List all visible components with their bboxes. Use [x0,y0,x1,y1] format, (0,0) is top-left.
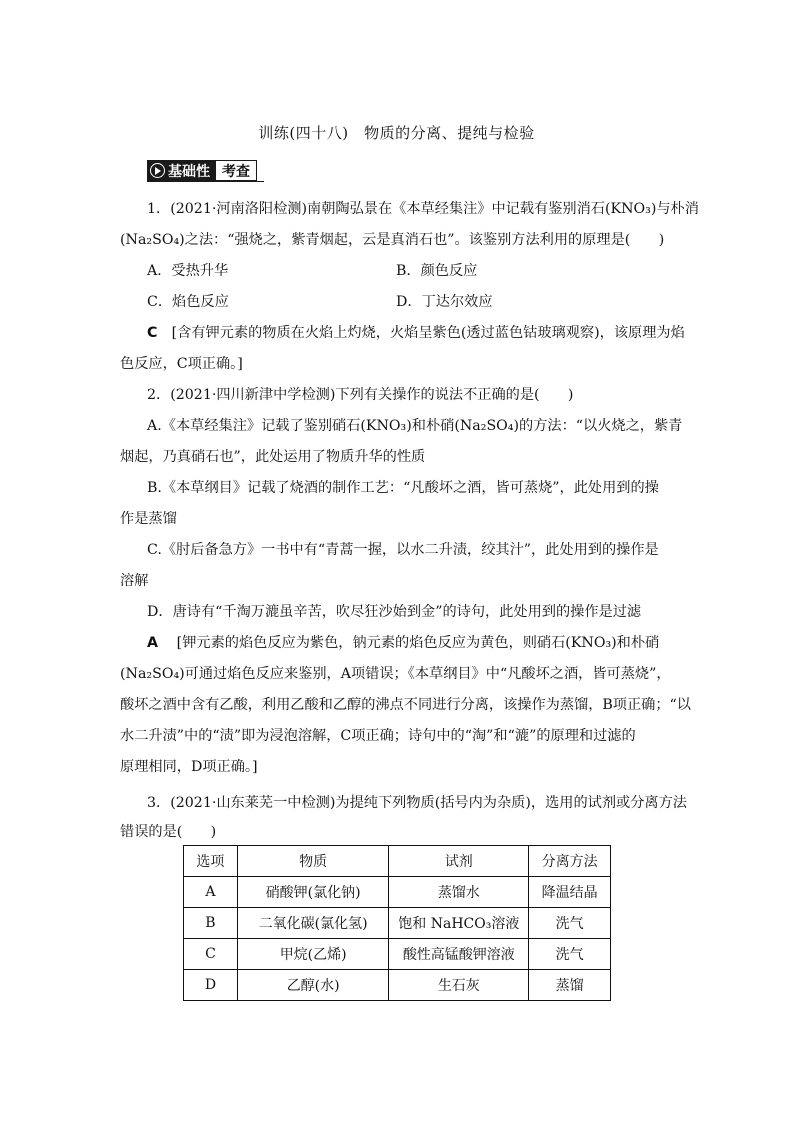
table-cell: 二氧化碳(氯化氢) [237,908,389,939]
q1-answer-text: [含有钾元素的物质在火焰上灼烧，火焰呈紫色(透过蓝色钴玻璃观察)，该原理为焰 [157,325,685,341]
table-header-cell: 分离方法 [529,846,611,877]
table-header-cell: 选项 [184,846,238,877]
banner-label-exam: 考查 [216,160,257,181]
table-row [184,908,611,939]
q2-option-b-line2: 作是蒸馏 [120,511,177,527]
q2-answer-line2: (Na₂SO₄)可通过焰色反应来鉴别，A项错误；《本草纲目》中“凡酸坏之酒，皆可蒸烧”， [120,666,671,682]
table-cell: 洗气 [529,939,611,970]
table-row [184,970,611,1001]
q2-answer-line5: 原理相同，D项正确。] [120,759,258,775]
separation-table [183,845,611,1001]
table-cell: 酸性高锰酸钾溶液 [389,939,529,970]
q2-option-b-line1: B.《本草纲目》记载了烧酒的制作工艺：“凡酸坏之酒，皆可蒸烧”，此处用到的操 [147,480,659,496]
table-cell: C [184,939,238,970]
section-banner [147,160,257,181]
q3-stem-line2: 错误的是( ) [120,824,217,840]
q1-answer-letter: C [147,325,158,341]
table-cell: 甲烷(乙烯) [237,939,389,970]
table-cell: 饱和 NaHCO₃溶液 [389,908,529,939]
q1-option-d: D．丁达尔效应 [396,294,493,310]
q1-option-a: A．受热升华 [147,263,229,279]
table-row [184,939,611,970]
q2-option-a-line1: A.《本草经集注》记载了鉴别硝石(KNO₃)和朴硝(Na₂SO₄)的方法：“以火烧之，紫青 [147,418,683,434]
q1-stem-line1: 1．(2021·河南洛阳检测)南朝陶弘景在《本草经集注》中记载有鉴别消石(KNO₃)与朴消 [147,201,699,217]
q1-stem-line2: (Na₂SO₄)之法：“强烧之，紫青烟起，云是真消石也”。该鉴别方法利用的原理是( ) [120,232,665,248]
q2-option-d: D．唐诗有“千淘万漉虽辛苦，吹尽狂沙始到金”的诗句，此处用到的操作是过滤 [147,604,642,620]
table-row [184,877,611,908]
q2-answer-letter: A [147,635,158,651]
table-cell: 乙醇(水) [237,970,389,1001]
q3-stem-line1: 3．(2021·山东莱芜一中检测)为提纯下列物质(括号内为杂质)，选用的试剂或分离方法 [147,795,687,811]
table-cell: 蒸馏水 [389,877,529,908]
table-header-cell: 试剂 [389,846,529,877]
table-header-row [184,846,611,877]
table-cell: 蒸馏 [529,970,611,1001]
q2-answer-text: [钾元素的焰色反应为紫色，钠元素的焰色反应为黄色，则硝石(KNO₃)和朴硝 [157,635,660,651]
page-title: 训练(四十八) 物质的分离、提纯与检验 [258,124,535,142]
banner-left-text: 基础性 [168,163,210,180]
banner-label-basic [147,160,216,181]
q2-stem: 2．(2021·四川新津中学检测)下列有关操作的说法不正确的是( ) [147,387,574,403]
q2-answer-line1 [147,632,680,652]
q2-answer-line4: 水二升渍”中的“渍”即为浸泡溶解，C项正确；诗句中的“淘”和“漉”的原理和过滤的 [120,728,636,744]
q2-option-c-line1: C.《肘后备急方》一书中有“青蒿一握，以水二升渍，绞其汁”，此处用到的操作是 [147,542,659,558]
banner-underline [147,181,264,182]
table-cell: 洗气 [529,908,611,939]
table-cell: 降温结晶 [529,877,611,908]
table-cell: 生石灰 [389,970,529,1001]
table-cell: A [184,877,238,908]
q1-option-c: C．焰色反应 [147,294,229,310]
q2-option-c-line2: 溶解 [120,573,149,589]
q1-answer-line1 [147,322,685,342]
q1-answer-line2: 色反应，C项正确。] [120,356,243,372]
table-header-cell: 物质 [237,846,389,877]
play-icon [150,163,165,178]
table-cell: 硝酸钾(氯化钠) [237,877,389,908]
q1-option-b: B．颜色反应 [396,263,478,279]
table-cell: D [184,970,238,1001]
table-cell: B [184,908,238,939]
q2-answer-line3: 酸坏之酒中含有乙酸，利用乙酸和乙醇的沸点不同进行分离，该操作为蒸馏，B项正确；“以 [120,697,691,713]
q2-option-a-line2: 烟起，乃真硝石也”，此处运用了物质升华的性质 [120,449,426,465]
